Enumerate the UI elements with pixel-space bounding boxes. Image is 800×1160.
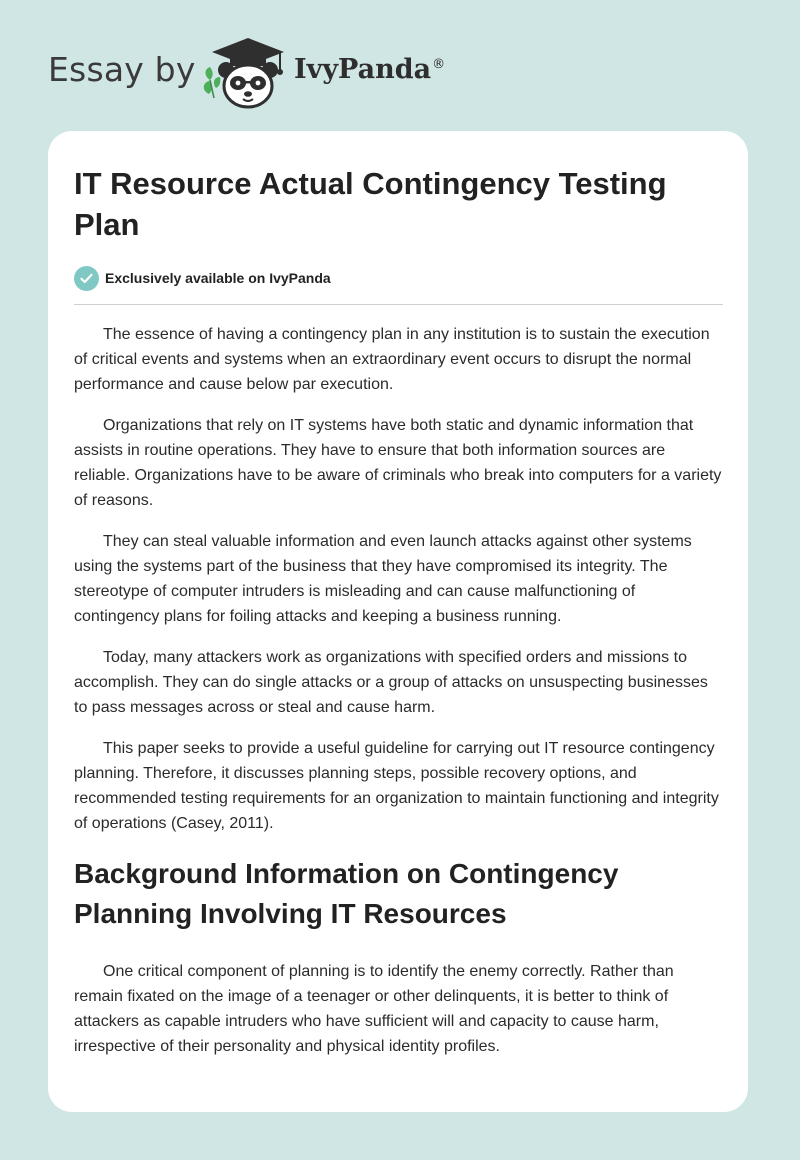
- paragraph: Organizations that rely on IT systems have both static and dynamic information that assists in routine operations. They have to ensure that both information sources are reliable. Organizations have to be aware of criminals who break into computers for a variety of reasons.: [74, 417, 722, 509]
- site-header: [0, 0, 800, 130]
- section-heading: Background Information on Contingency Planning Involving IT Resources: [74, 858, 619, 929]
- paragraph: The essence of having a contingency plan in any institution is to sustain the execution of critical events and systems when an extraordinary event occurs to disrupt the normal performance and cause below par execution.: [74, 326, 710, 393]
- essay-by-label: Essay by: [48, 50, 196, 89]
- ivypanda-logo-icon[interactable]: [200, 36, 290, 110]
- brand-name[interactable]: IvyPanda®: [294, 54, 446, 85]
- paragraph: They can steal valuable information and even launch attacks against other systems using the systems part of the business that they have compromised its integrity. The stereotype of computer intruders is misleading and can cause malfunctioning of contingency plans for foiling attacks and keeping a business running.: [74, 533, 692, 625]
- paragraph: Today, many attackers work as organizations with specified orders and missions to accomplish. They can do single attacks or a group of attacks on unsuspecting businesses to pass messages across or steal and cause harm.: [74, 649, 708, 716]
- ivy-leaf-icon: [204, 67, 221, 98]
- check-icon: [74, 266, 99, 291]
- registered-mark: ®: [432, 57, 446, 72]
- exclusive-badge: [74, 265, 723, 291]
- article-title: IT Resource Actual Contingency Testing Plan: [74, 166, 667, 242]
- paragraph: One critical component of planning is to identify the enemy correctly. Rather than remain fixated on the image of a teenager or other delinquents, it is better to think of attackers as capable intruders who have sufficient will and capacity to cause harm, irrespective of their personality and physical identity profiles.: [74, 963, 674, 1055]
- title-divider: [74, 304, 723, 305]
- article-content: [74, 163, 723, 1059]
- exclusive-badge-label: Exclusively available on IvyPanda: [105, 270, 331, 286]
- article-card: [48, 131, 748, 1112]
- paragraph: This paper seeks to provide a useful guideline for carrying out IT resource contingency planning. Therefore, it discusses planning steps, possible recovery options, and recommended testing requirements for an organization to maintain functioning and integrity of operations (Casey, 2011).: [74, 740, 719, 832]
